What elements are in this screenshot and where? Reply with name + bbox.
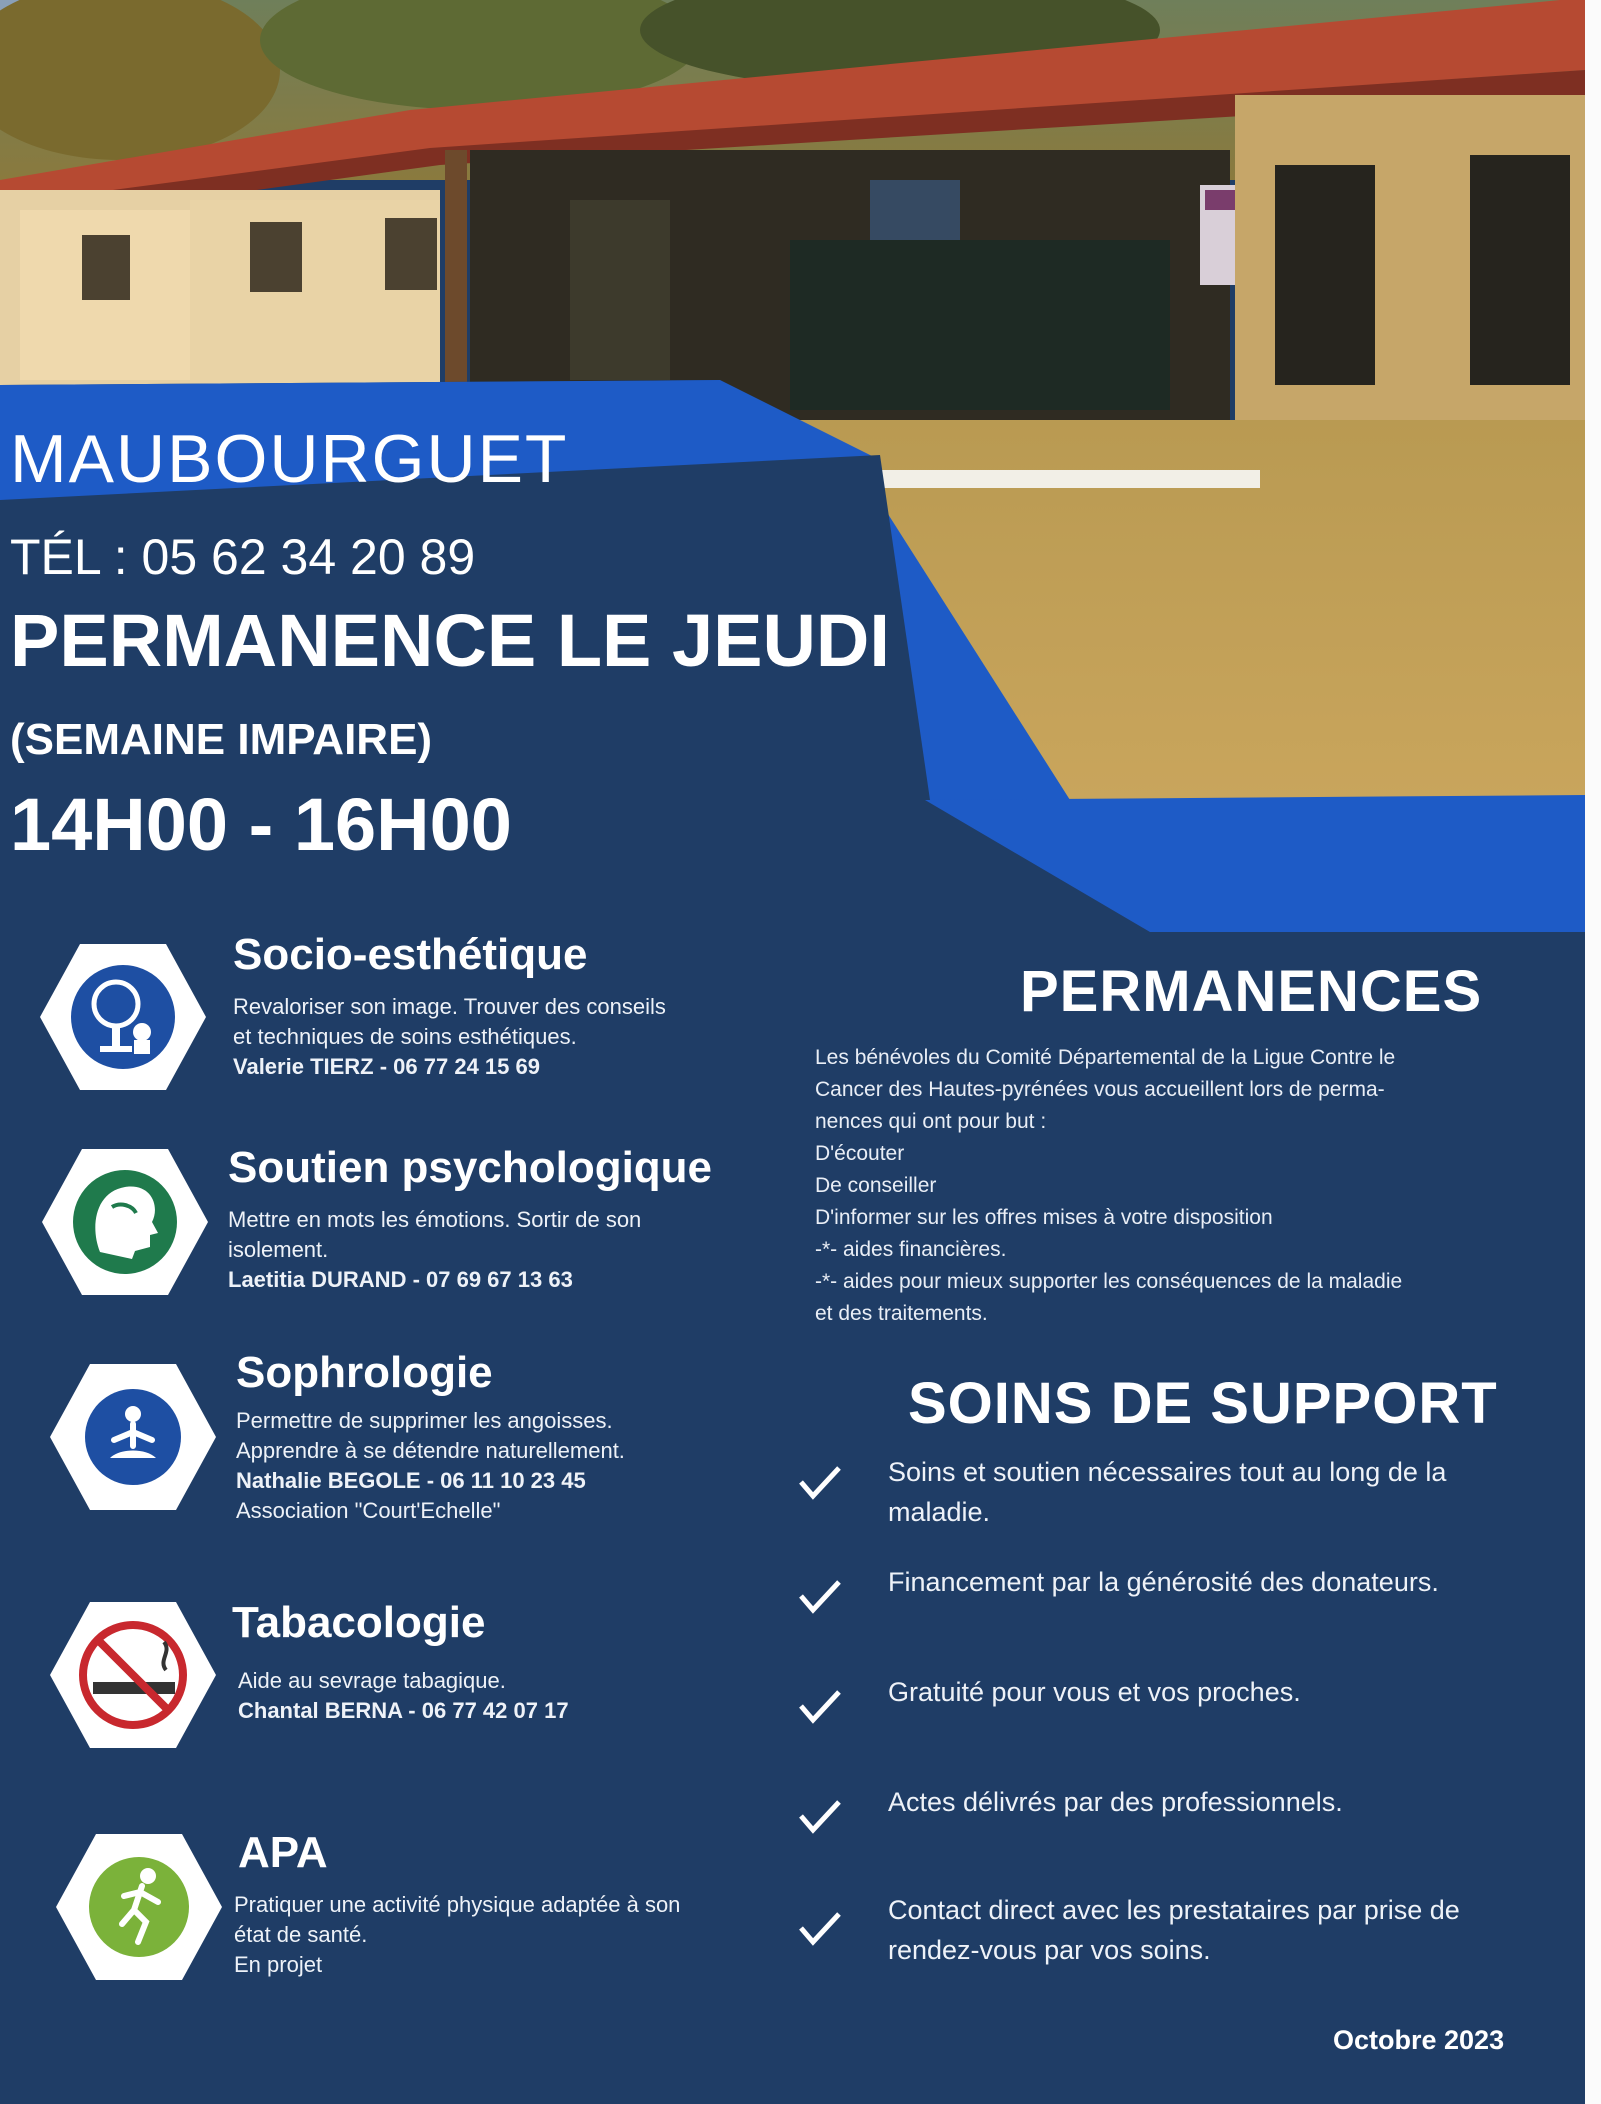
no-smoking-icon: [48, 1600, 218, 1750]
soins-item: Soins et soutien nécessaires tout au long de la maladie.: [888, 1457, 1447, 1527]
service-description: [238, 1666, 569, 1726]
description-line: Mettre en mots les émotions. Sortir de son: [228, 1207, 642, 1232]
permanence-day: PERMANENCE LE JEUDI: [10, 599, 890, 682]
service-description: [236, 1406, 625, 1526]
head-profile-icon: [40, 1147, 210, 1297]
permanences-line: D'informer sur les offres mises à votre disposition: [815, 1206, 1273, 1229]
service-contact: Laetitia DURAND - 07 69 67 13 63: [228, 1267, 573, 1292]
soins-item: Financement par la générosité des donateurs.: [888, 1567, 1439, 1597]
description-line: Pratiquer une activité physique adaptée à son: [234, 1892, 681, 1917]
service-status: En projet: [234, 1952, 323, 1977]
service-title: Sophrologie: [236, 1348, 493, 1397]
opening-hours: 14H00 - 16H00: [10, 783, 512, 866]
permanences-heading: PERMANENCES: [1020, 959, 1483, 1024]
check-icon: [795, 1794, 845, 1838]
permanences-line: -*- aides financières.: [815, 1238, 1007, 1261]
check-icon: [795, 1460, 845, 1504]
permanences-line: Cancer des Hautes-pyrénées vous accueillent lors de perma-: [815, 1078, 1385, 1101]
service-description: [233, 992, 666, 1082]
permanences-line: D'écouter: [815, 1142, 905, 1165]
mirror-icon: [38, 942, 208, 1092]
check-icon: [795, 1906, 845, 1950]
service-contact: Nathalie BEGOLE - 06 11 10 23 45: [236, 1468, 586, 1493]
service-description: [228, 1205, 641, 1295]
description-line: et techniques de soins esthétiques.: [233, 1024, 577, 1049]
phone-number: TÉL : 05 62 34 20 89: [10, 529, 476, 585]
soins-item: Gratuité pour vous et vos proches.: [888, 1677, 1301, 1707]
soins-item: Contact direct avec les prestataires par prise de rendez-vous par vos soins.: [888, 1895, 1460, 1965]
publication-date: Octobre 2023: [1333, 2025, 1505, 2055]
scan-margin: [1585, 0, 1601, 2104]
soins-heading: SOINS DE SUPPORT: [908, 1371, 1498, 1436]
check-icon: [795, 1684, 845, 1728]
permanences-line: nences qui ont pour but :: [815, 1110, 1047, 1133]
permanences-line: -*- aides pour mieux supporter les conséquences de la maladie: [815, 1270, 1403, 1293]
service-title: Soutien psychologique: [228, 1143, 713, 1192]
description-line: isolement.: [228, 1237, 329, 1262]
service-association: Association "Court'Echelle": [236, 1498, 501, 1523]
description-line: Apprendre à se détendre naturellement.: [236, 1438, 625, 1463]
meditation-icon: [48, 1362, 218, 1512]
service-contact: Chantal BERNA - 06 77 42 07 17: [238, 1698, 569, 1723]
permanences-line: et des traitements.: [815, 1302, 988, 1325]
running-person-icon: [54, 1832, 224, 1982]
permanences-line: De conseiller: [815, 1174, 937, 1197]
city-name: MAUBOURGUET: [10, 421, 569, 497]
service-description: [234, 1890, 680, 1980]
description-line: état de santé.: [234, 1922, 368, 1947]
service-contact: Valerie TIERZ - 06 77 24 15 69: [233, 1054, 540, 1079]
soins-item: Actes délivrés par des professionnels.: [888, 1787, 1343, 1817]
service-title: Tabacologie: [232, 1598, 486, 1647]
permanences-line: Les bénévoles du Comité Départemental de la Ligue Contre le: [815, 1046, 1396, 1069]
service-title: Socio-esthétique: [233, 930, 588, 979]
service-title: APA: [238, 1828, 328, 1877]
check-icon: [795, 1574, 845, 1618]
description-line: Permettre de supprimer les angoisses.: [236, 1408, 613, 1433]
week-note: (SEMAINE IMPAIRE): [10, 715, 433, 764]
permanences-text: [815, 1042, 1515, 1330]
description-line: Aide au sevrage tabagique.: [238, 1668, 506, 1693]
description-line: Revaloriser son image. Trouver des conseils: [233, 994, 666, 1019]
